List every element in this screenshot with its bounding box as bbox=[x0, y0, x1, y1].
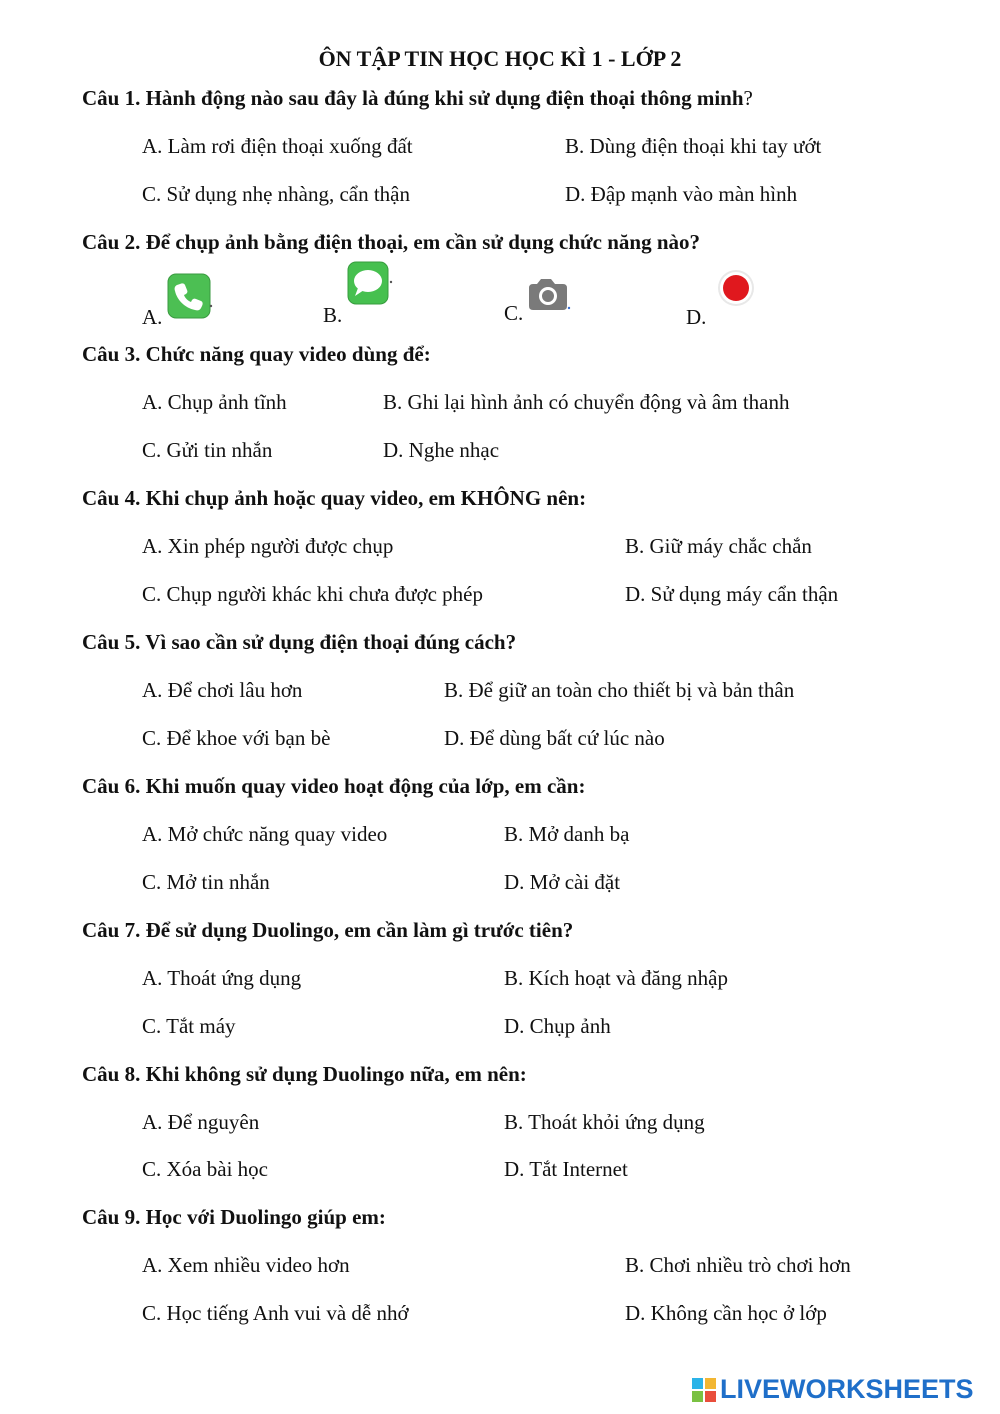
q4-option-a[interactable]: A. Xin phép người được chụp bbox=[142, 534, 394, 558]
q4-option-d[interactable]: D. Sử dụng máy cẩn thận bbox=[625, 582, 839, 606]
brand-tiles-icon bbox=[692, 1378, 716, 1402]
question-1-text: Câu 1. Hành động nào sau đây là đúng khi sử dụng điện thoại thông minh bbox=[82, 86, 744, 110]
q2-option-d-label: D. bbox=[686, 305, 707, 329]
liveworksheets-logo bbox=[692, 1374, 974, 1405]
q6-option-a[interactable]: A. Mở chức năng quay video bbox=[142, 822, 388, 846]
q9-option-d[interactable]: D. Không cần học ở lớp bbox=[625, 1301, 827, 1325]
q4-option-b[interactable]: B. Giữ máy chắc chắn bbox=[625, 534, 812, 558]
q1-option-b[interactable]: B. Dùng điện thoại khi tay ướt bbox=[565, 134, 822, 158]
q7-option-c[interactable]: C. Tắt máy bbox=[142, 1014, 236, 1038]
q1-option-d[interactable]: D. Đập mạnh vào màn hình bbox=[565, 182, 798, 206]
q7-option-a[interactable]: A. Thoát ứng dụng bbox=[142, 966, 302, 990]
q7-option-b[interactable]: B. Kích hoạt và đăng nhập bbox=[504, 966, 728, 990]
q5-option-c[interactable]: C. Để khoe với bạn bè bbox=[142, 726, 331, 750]
page-title: ÔN TẬP TIN HỌC HỌC KÌ 1 - LỚP 2 bbox=[318, 46, 682, 71]
q2-option-a[interactable] bbox=[142, 274, 214, 328]
q9-option-b[interactable]: B. Chơi nhiều trò chơi hơn bbox=[625, 1253, 851, 1277]
q2-option-a-label: A. bbox=[142, 305, 163, 329]
q1-option-a[interactable]: A. Làm rơi điện thoại xuống đất bbox=[142, 134, 413, 158]
q2-option-c[interactable] bbox=[504, 282, 571, 324]
question-2: Câu 2. Để chụp ảnh bằng điện thoại, em cần sử dụng chức năng nào? bbox=[82, 230, 701, 254]
q8-option-c[interactable]: C. Xóa bài học bbox=[142, 1157, 268, 1181]
question-4: Câu 4. Khi chụp ảnh hoặc quay video, em KHÔNG nên: bbox=[82, 486, 587, 510]
brand-name: LIVEWORKSHEETS bbox=[720, 1374, 974, 1404]
q2-option-c-label: C. bbox=[504, 301, 524, 325]
question-8: Câu 8. Khi không sử dụng Duolingo nữa, em nên: bbox=[82, 1062, 527, 1086]
q8-option-a[interactable]: A. Để nguyên bbox=[142, 1110, 260, 1134]
camera-icon bbox=[527, 276, 571, 318]
question-3: Câu 3. Chức năng quay video dùng để: bbox=[82, 342, 431, 366]
q6-option-c[interactable]: C. Mở tin nhắn bbox=[142, 870, 270, 894]
q2-option-b[interactable] bbox=[323, 272, 394, 326]
q2-option-d[interactable] bbox=[686, 280, 758, 328]
q1-option-c[interactable]: C. Sử dụng nhẹ nhàng, cẩn thận bbox=[142, 182, 411, 206]
question-1 bbox=[82, 86, 753, 111]
q8-option-b[interactable]: B. Thoát khỏi ứng dụng bbox=[504, 1110, 705, 1134]
question-9: Câu 9. Học với Duolingo giúp em: bbox=[82, 1205, 386, 1229]
q9-option-c[interactable]: C. Học tiếng Anh vui và dễ nhớ bbox=[142, 1301, 409, 1325]
q9-option-a[interactable]: A. Xem nhiều video hơn bbox=[142, 1253, 350, 1277]
q5-option-a[interactable]: A. Để chơi lâu hơn bbox=[142, 678, 303, 702]
q3-option-c[interactable]: C. Gửi tin nhắn bbox=[142, 438, 273, 462]
record-icon bbox=[716, 268, 758, 316]
question-5: Câu 5. Vì sao cần sử dụng điện thoại đúng cách? bbox=[82, 630, 517, 654]
q7-option-d[interactable]: D. Chụp ảnh bbox=[504, 1014, 611, 1038]
q8-option-d[interactable]: D. Tắt Internet bbox=[504, 1157, 628, 1181]
q3-option-d[interactable]: D. Nghe nhạc bbox=[383, 438, 500, 462]
q6-option-b[interactable]: B. Mở danh bạ bbox=[504, 822, 630, 846]
q6-option-d[interactable]: D. Mở cài đặt bbox=[504, 870, 621, 894]
messages-icon bbox=[346, 260, 394, 314]
q3-option-a[interactable]: A. Chụp ảnh tĩnh bbox=[142, 390, 287, 414]
q5-option-b[interactable]: B. Để giữ an toàn cho thiết bị và bản thân bbox=[444, 678, 795, 702]
q4-option-c[interactable]: C. Chụp người khác khi chưa được phép bbox=[142, 582, 483, 606]
q3-option-b[interactable]: B. Ghi lại hình ảnh có chuyển động và âm thanh bbox=[383, 390, 790, 414]
question-6: Câu 6. Khi muốn quay video hoạt động của lớp, em cần: bbox=[82, 774, 586, 798]
q2-option-b-label: B. bbox=[323, 303, 343, 327]
phone-call-icon bbox=[166, 272, 214, 326]
question-1-mark: ? bbox=[743, 86, 753, 110]
q5-option-d[interactable]: D. Để dùng bất cứ lúc nào bbox=[444, 726, 665, 750]
question-7: Câu 7. Để sử dụng Duolingo, em cần làm gì trước tiên? bbox=[82, 918, 574, 942]
